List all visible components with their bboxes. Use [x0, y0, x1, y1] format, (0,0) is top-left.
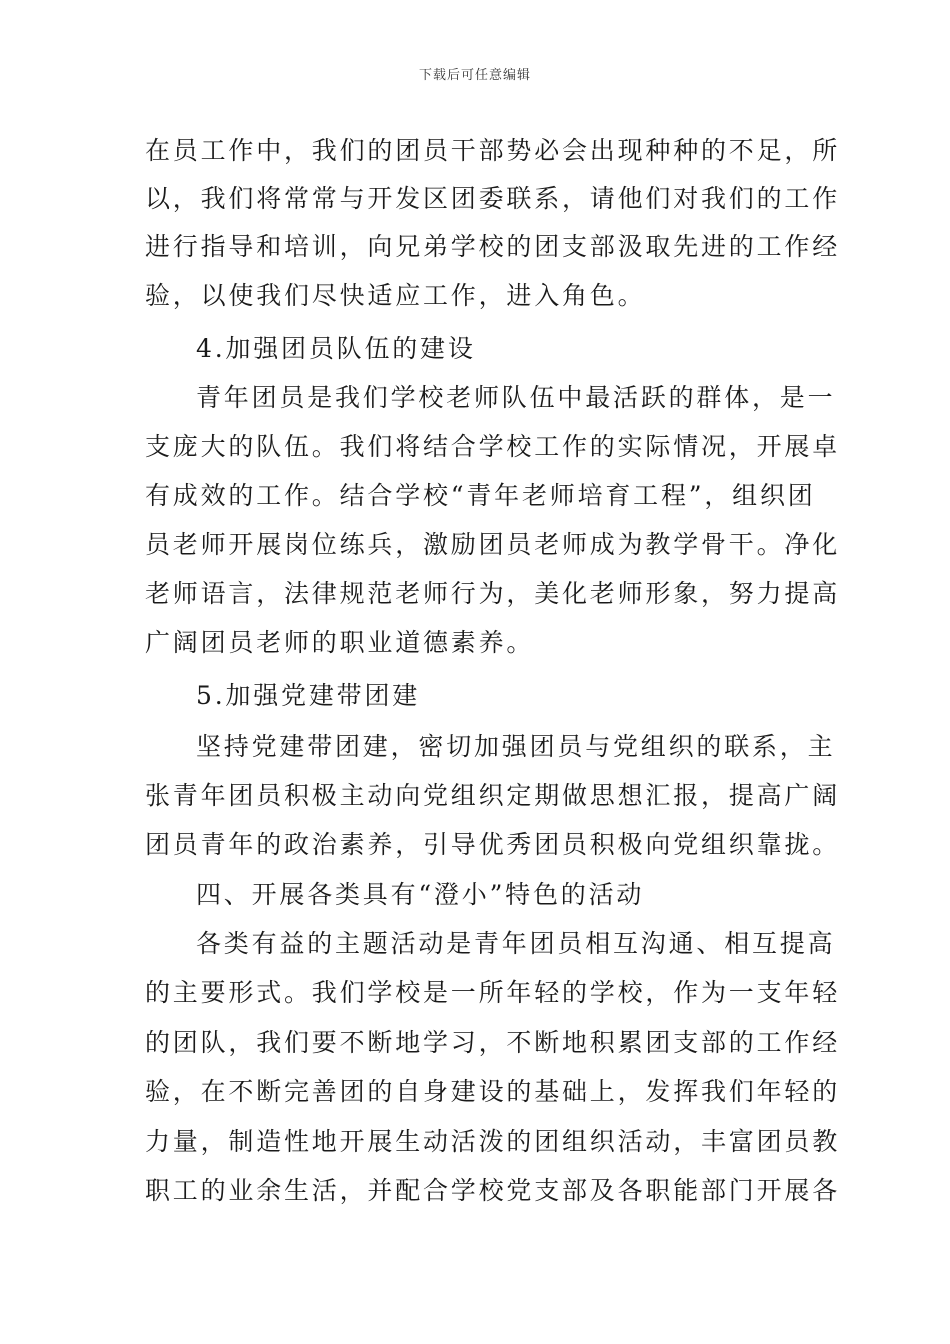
text-line: 支庞大的队伍。我们将结合学校工作的实际情况，开展卓	[145, 432, 841, 461]
text-line: 广阔团员老师的职业道德素养。	[145, 628, 535, 657]
page-header: 下载后可任意编辑	[418, 68, 531, 83]
text-line: 在员工作中，我们的团员干部势必会出现种种的不足，所	[145, 136, 841, 165]
text-line: 团员青年的政治素养，引导优秀团员积极向党组织靠拢。	[145, 830, 841, 859]
text-line: 的主要形式。我们学校是一所年轻的学校，作为一支年轻	[145, 978, 841, 1007]
text-line: 员老师开展岗位练兵，激励团员老师成为教学骨干。净化	[145, 530, 841, 559]
text-line: 验，以使我们尽快适应工作，进入角色。	[145, 281, 646, 310]
section-heading: 4.加强团员队伍的建设	[196, 334, 476, 363]
text-line: 进行指导和培训，向兄弟学校的团支部汲取先进的工作经	[145, 232, 841, 261]
text-line: 坚持党建带团建，密切加强团员与党组织的联系，主	[196, 732, 836, 761]
text-line: 职工的业余生活，并配合学校党支部及各职能部门开展各	[145, 1176, 841, 1205]
text-line: 各类有益的主题活动是青年团员相互沟通、相互提高	[196, 929, 836, 958]
text-line: 青年团员是我们学校老师队伍中最活跃的群体，是一	[196, 383, 836, 412]
section-heading: 5.加强党建带团建	[196, 681, 421, 710]
text-line: 有成效的工作。结合学校“青年老师培育工程”，组织团	[145, 481, 816, 510]
text-line: 老师语言，法律规范老师行为，美化老师形象，努力提高	[145, 579, 841, 608]
text-line: 验，在不断完善团的自身建设的基础上，发挥我们年轻的	[145, 1077, 841, 1106]
text-line: 的团队，我们要不断地学习，不断地积累团支部的工作经	[145, 1028, 841, 1057]
text-line: 以，我们将常常与开发区团委联系，请他们对我们的工作	[145, 184, 841, 213]
text-line: 力量，制造性地开展生动活泼的团组织活动，丰富团员教	[145, 1127, 841, 1156]
text-line: 张青年团员积极主动向党组织定期做思想汇报，提高广阔	[145, 781, 841, 810]
section-heading: 四、开展各类具有“澄小”特色的活动	[196, 880, 645, 909]
